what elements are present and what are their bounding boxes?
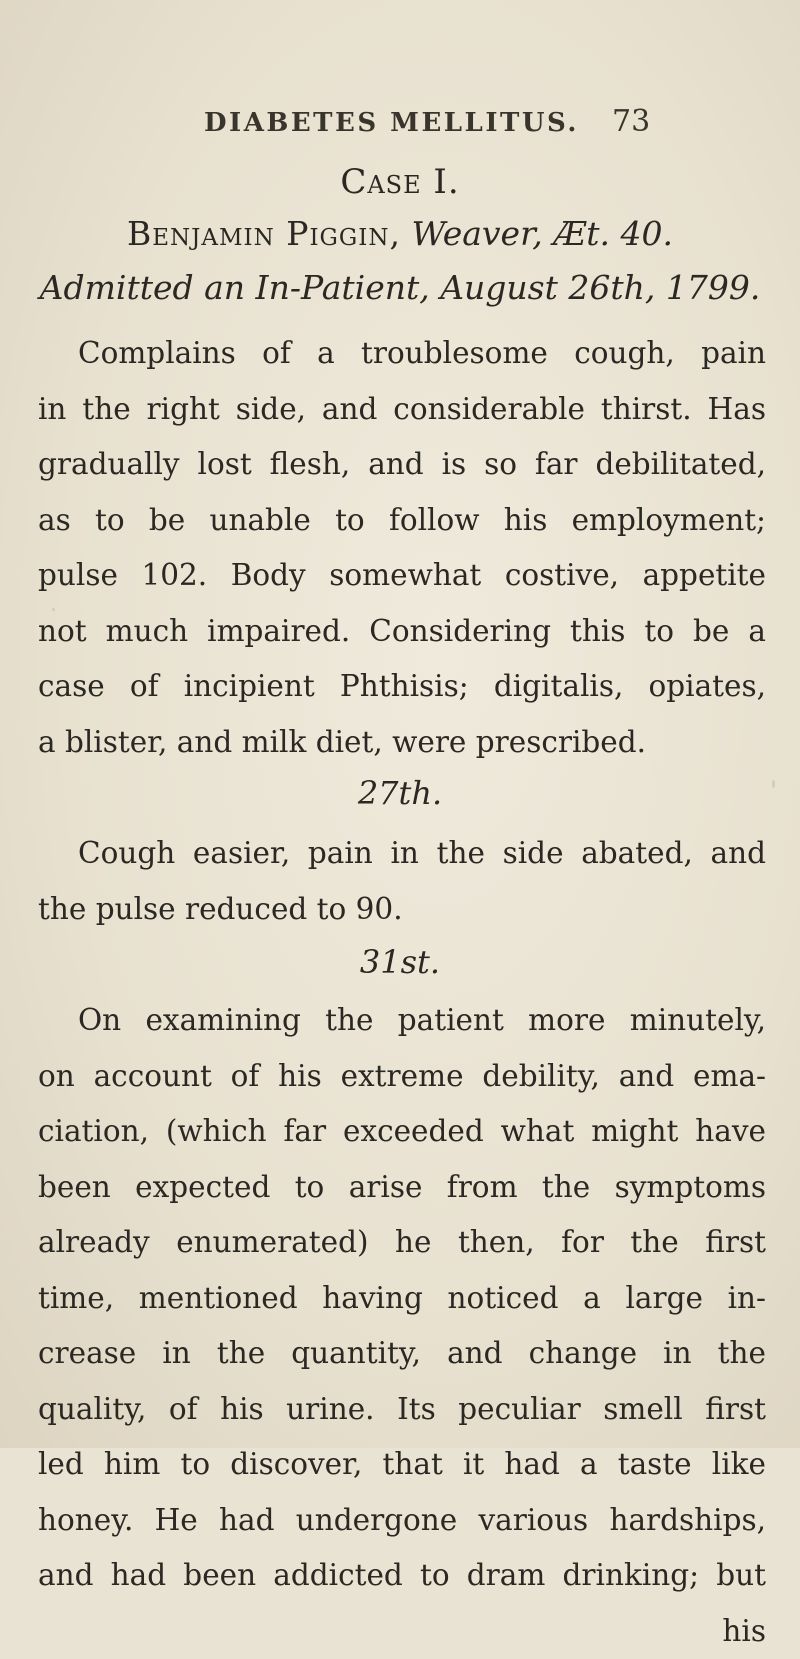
text-line: ciation, (which far exceeded what might have xyxy=(38,1104,766,1160)
patient-name: Benjamin Piggin, xyxy=(127,214,401,253)
entry-date-31st: 31st. xyxy=(0,943,800,981)
catchword: his xyxy=(38,1604,766,1659)
page-number: 73 xyxy=(612,104,650,139)
text-line: time, mentioned having noticed a large in- xyxy=(38,1271,766,1327)
paper-speck xyxy=(772,780,775,788)
text-line: the pulse reduced to 90. xyxy=(38,882,766,938)
paper-speck xyxy=(52,608,55,611)
paragraph-initial-complaint xyxy=(38,326,766,770)
case-heading: Case I. xyxy=(0,162,800,202)
text-line: honey. He had undergone various hardships, xyxy=(38,1493,766,1549)
admission-line: Admitted an In-Patient, August 26th, 1799. xyxy=(0,268,800,307)
text-line: as to be unable to follow his employment; xyxy=(38,493,766,549)
text-line: Complains of a troublesome cough, pain xyxy=(38,326,766,382)
entry-date-27th: 27th. xyxy=(0,774,800,812)
patient-occupation: Weaver, xyxy=(411,214,542,253)
page-header xyxy=(0,108,800,148)
text-line: in the right side, and considerable thirst. Has xyxy=(38,382,766,438)
paper-speck xyxy=(640,112,642,114)
text-line: on account of his extreme debility, and ema- xyxy=(38,1049,766,1105)
paragraph-27th xyxy=(38,826,766,937)
text-line: pulse 102. Body somewhat costive, appetite xyxy=(38,548,766,604)
text-line: a blister, and milk diet, were prescribed. xyxy=(38,715,766,771)
running-title: DIABETES MELLITUS. xyxy=(204,108,579,138)
text-line: Cough easier, pain in the side abated, and xyxy=(38,826,766,882)
text-line: gradually lost flesh, and is so far debilitated, xyxy=(38,437,766,493)
text-line: crease in the quantity, and change in the xyxy=(38,1326,766,1382)
text-line: On examining the patient more minutely, xyxy=(38,993,766,1049)
paragraph-31st xyxy=(38,993,766,1659)
text-line: been expected to arise from the symptoms xyxy=(38,1160,766,1216)
text-line: led him to discover, that it had a taste like xyxy=(38,1437,766,1493)
text-line: not much impaired. Considering this to be a xyxy=(38,604,766,660)
text-line: and had been addicted to dram drinking; but xyxy=(38,1548,766,1604)
patient-line xyxy=(0,214,800,253)
patient-age: Æt. 40. xyxy=(553,214,673,253)
text-line: quality, of his urine. Its peculiar smell first xyxy=(38,1382,766,1438)
text-line: already enumerated) he then, for the first xyxy=(38,1215,766,1271)
text-line: case of incipient Phthisis; digitalis, opiates, xyxy=(38,659,766,715)
